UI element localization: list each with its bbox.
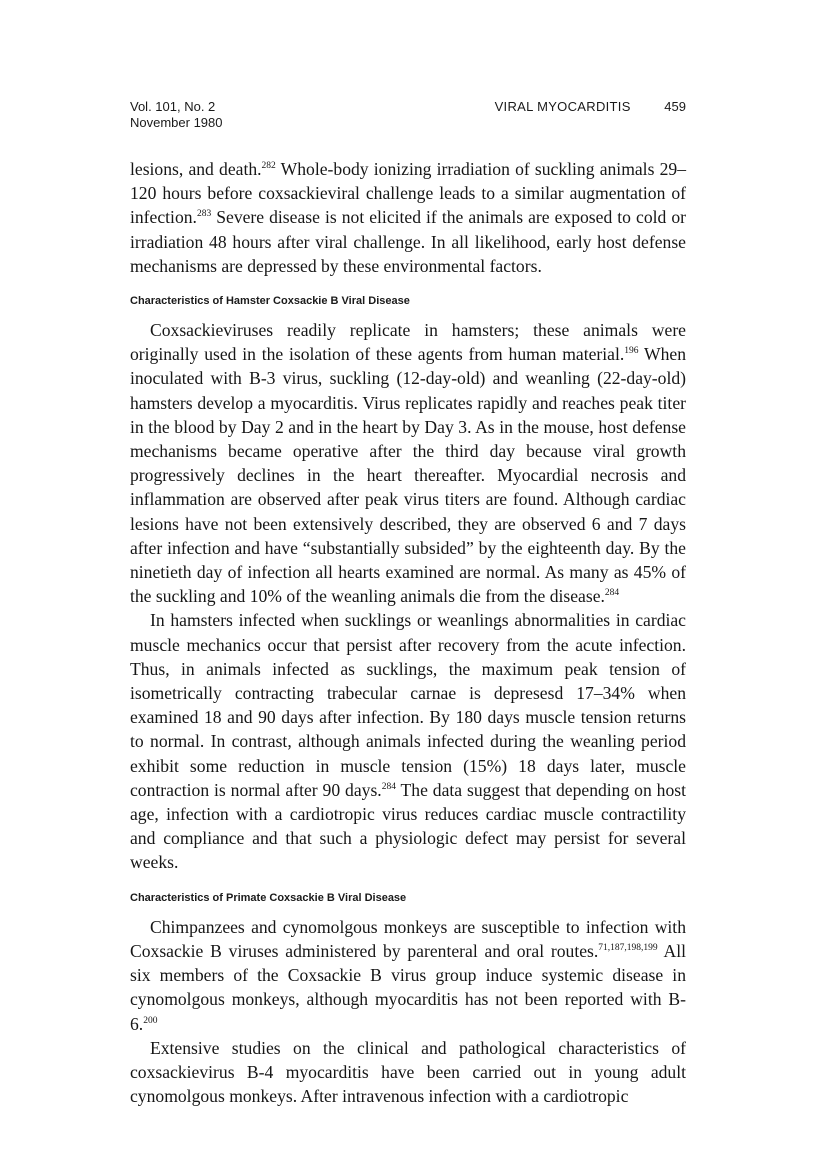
volume-issue: Vol. 101, No. 2 xyxy=(130,99,216,114)
section-heading-primate: Characteristics of Primate Coxsackie B Viral Disease xyxy=(130,891,407,904)
paragraph: Extensive studies on the clinical and pathological characteristics of coxsackievirus B-4 myocarditis have been carried out in young adult cynomolgous monkeys. After intravenous infection with a cardiotropic xyxy=(130,1037,686,1107)
reference-marker: 284 xyxy=(604,588,620,599)
running-title: VIRAL MYOCARDITIS xyxy=(494,99,631,114)
paragraph: In hamsters infected when sucklings or weanlings abnormalities in cardiac muscle mechanics occur that persist after recovery from the acute infection. Thus, in animals infected as sucklings, the maximum peak tension of isometrically contracting trabecular carnae is depresesd 17–34% when examined 18 and 90 days after infection. By 180 days muscle tension returns to normal. In contrast, although animals infected during the weanling period exhibit some reduction in muscle tension (15%) 18 days later, muscle contraction is normal after 90 days.$^{284}$ The data suggest that depending on host age, infection with a cardiotropic virus reduces cardiac muscle contractility and compliance and that such a physiologic defect may persist for several weeks. xyxy=(130,610,686,873)
paragraph: Coxsackieviruses readily replicate in hamsters; these animals were originally used in the isolation of these agents from human material.$^{196}$ When inoculated with B-3 virus, suckling (12-day-old) and weanling (22-day-old) hamsters develop a myocarditis. Virus replicates rapidly and reaches peak titer in the blood by Day 2 and in the heart by Day 3. As in the mouse, host defense mechanisms became operative after the third day because viral growth progressively declines in the heart thereafter. Myocardial necrosis and inflammation are observed after peak virus titers are found. Although cardiac lesions have not been extensively described, they are observed 6 and 7 days after infection and have “substantially subsided” by the eighteenth day. By the ninetieth day of infection all hearts examined are normal. As many as 45% of the suckling and 10% of the weanling animals die from the disease.$^{284}$ xyxy=(130,320,687,607)
issue-date: November 1980 xyxy=(130,115,223,130)
paragraph-continued: lesions, and death.$^{282}$ Whole-body ionizing irradiation of suckling animals 29–120 hours before coxsackieviral challenge leads to a similar augmentation of infection.$^{283}$ Severe disease is not elicited if the animals are exposed to cold or irradiation 48 hours after viral challenge. In all likelihood, early host defense mechanisms are depressed by these environmental factors. xyxy=(130,159,686,276)
page-number: 459 xyxy=(664,99,686,114)
reference-marker: 196 xyxy=(624,346,639,357)
reference-marker: 283 xyxy=(196,209,212,220)
reference-marker: 200 xyxy=(143,1015,158,1026)
running-header xyxy=(495,99,686,115)
reference-marker: 284 xyxy=(381,782,396,793)
reference-marker: 71,187,198,199 xyxy=(598,943,658,954)
section-heading-hamster: Characteristics of Hamster Coxsackie B Viral Disease xyxy=(130,295,410,308)
issue-info xyxy=(130,99,223,131)
article-body xyxy=(130,157,686,1108)
paragraph: Chimpanzees and cynomolgous monkeys are susceptible to infection with Coxsackie B viruses administered by parenteral and oral routes.$^{71,187,198,199}$ All six members of the Coxsackie B virus group induce systemic disease in cynomolgous monkeys, although myocarditis has not been reported with B-6.$^{200}$ xyxy=(130,916,686,1034)
page-header xyxy=(130,99,686,139)
reference-marker: 282 xyxy=(261,161,276,172)
